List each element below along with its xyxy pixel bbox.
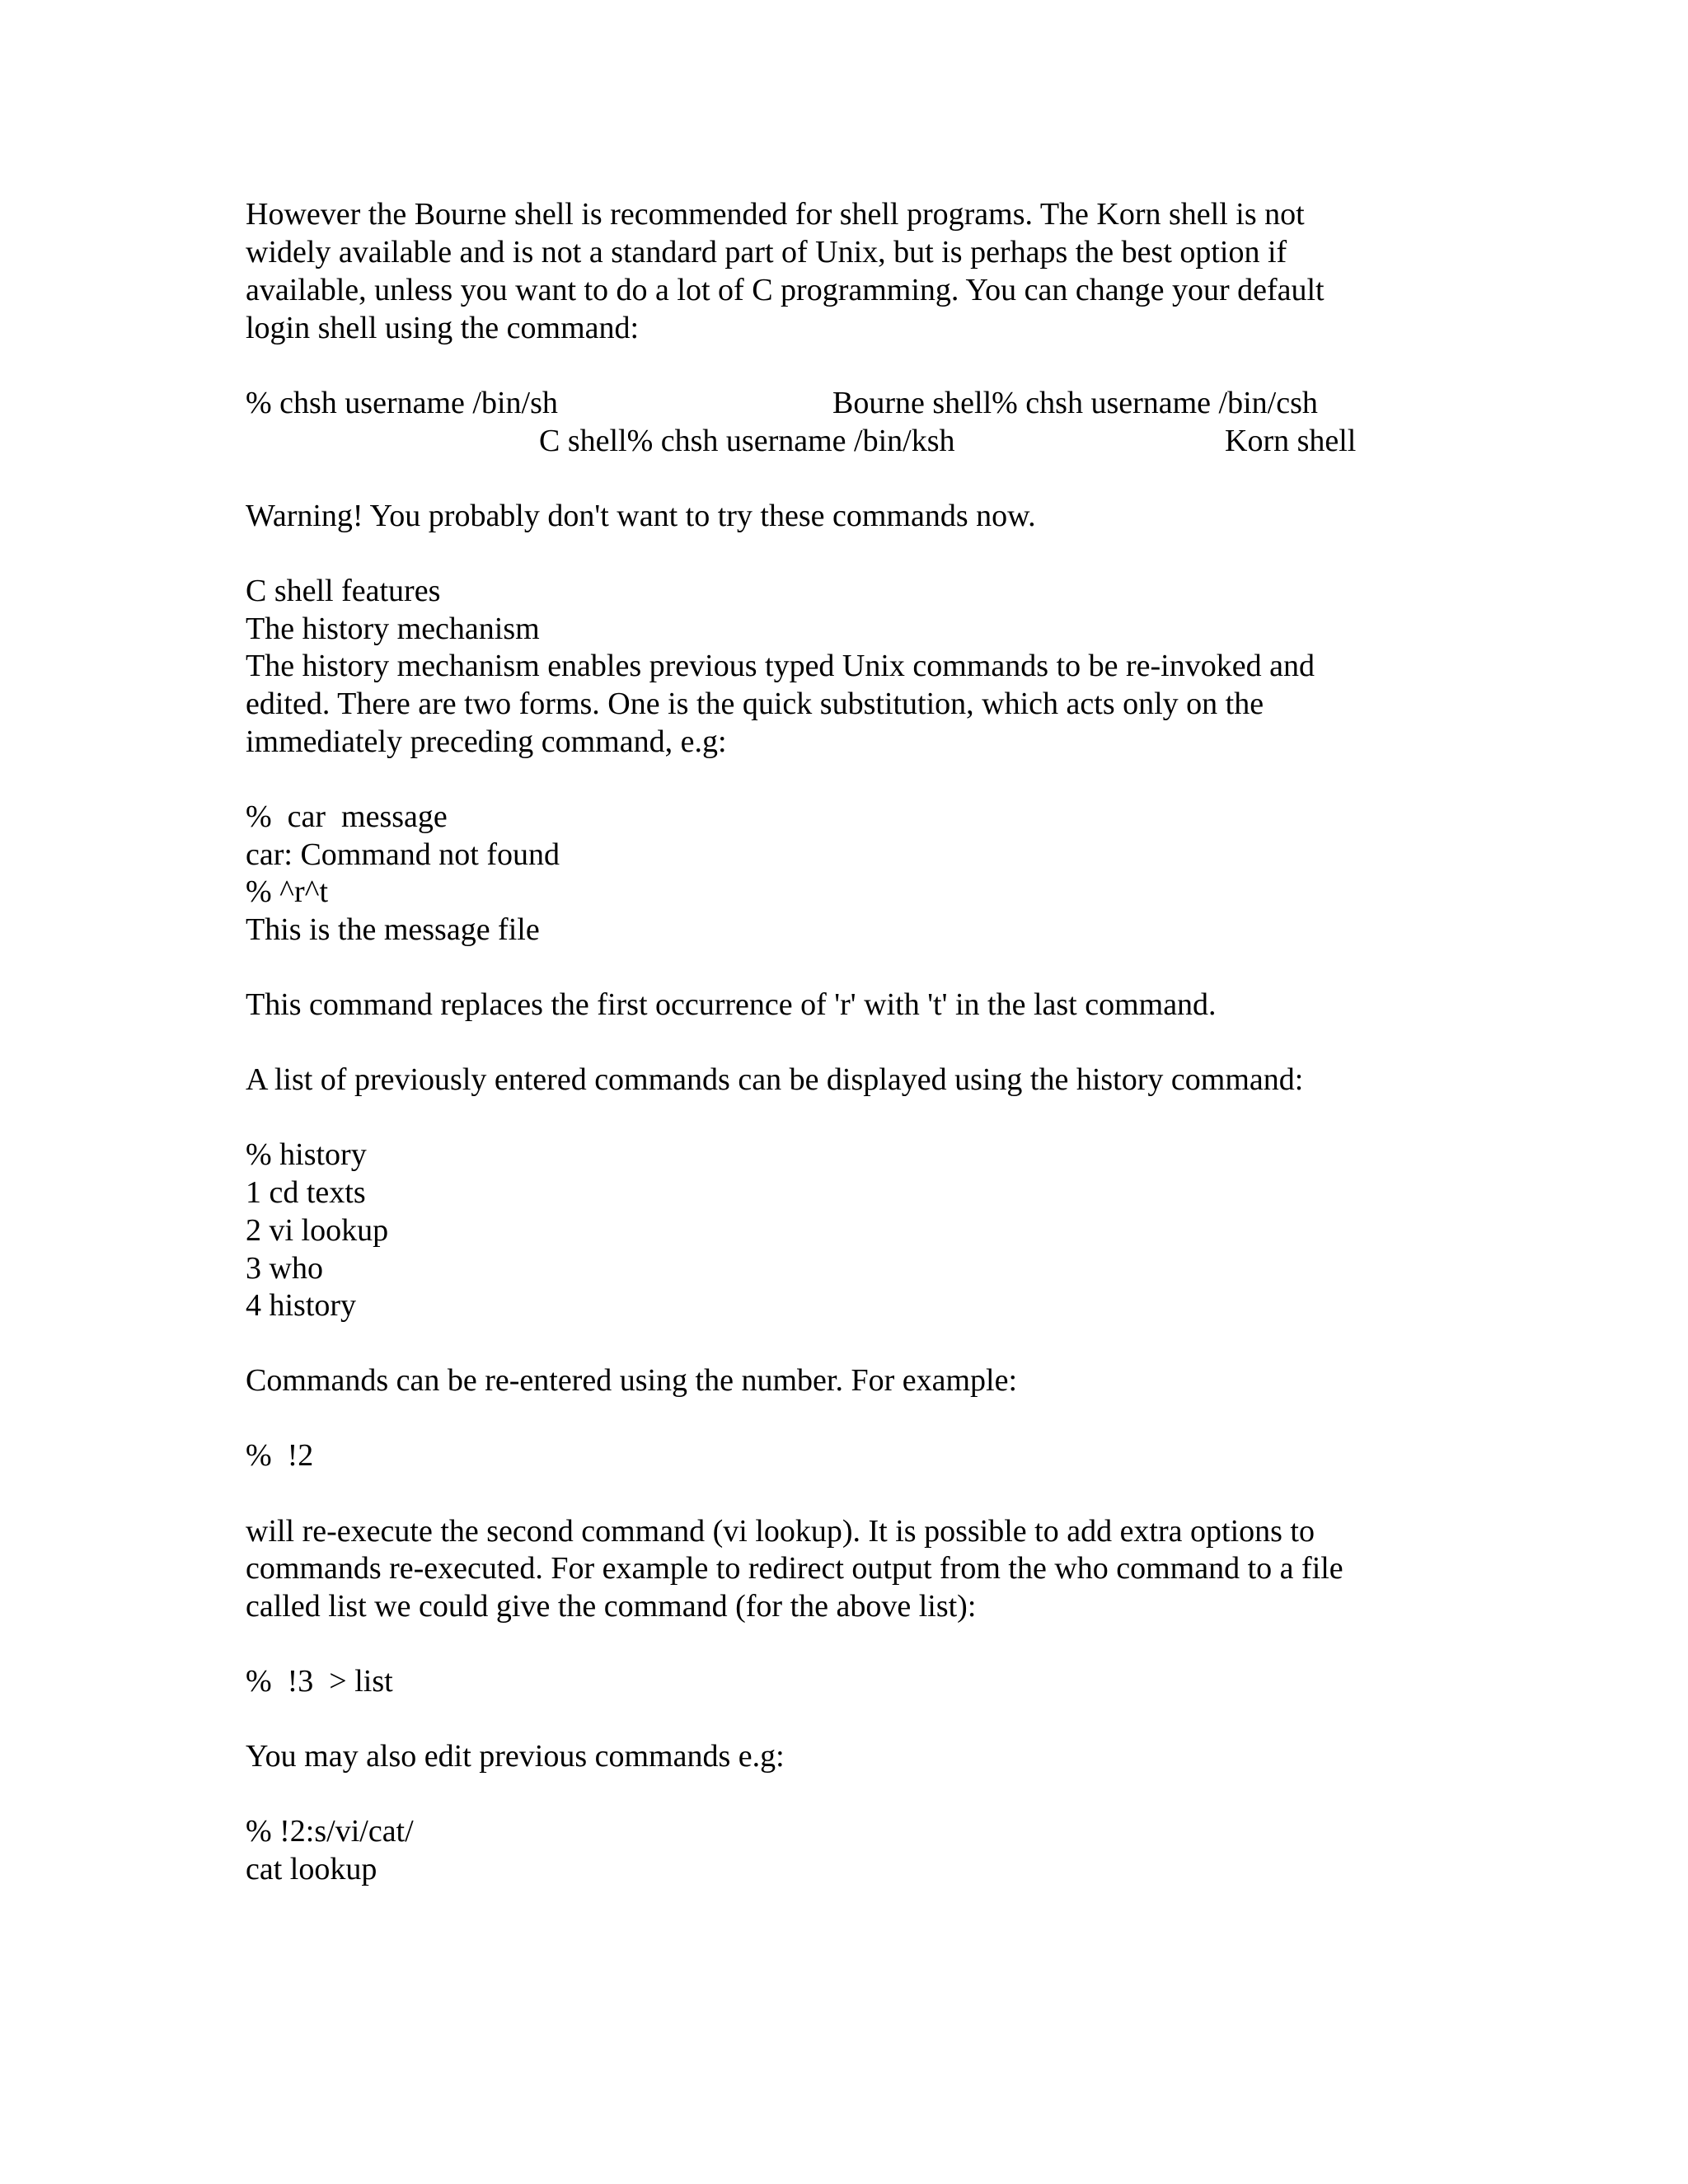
paragraph-line: This command replaces the first occurrence of 'r' with 't' in the last command.	[246, 987, 1217, 1022]
warning-text: Warning! You probably don't want to try these commands now.	[246, 499, 1036, 533]
paragraph-line: edited. There are two forms. One is the quick substitution, which acts only on the	[246, 687, 1264, 721]
code-line: 3 who	[246, 1251, 323, 1286]
code-line: % !3 > list	[246, 1664, 393, 1699]
code-line: cat lookup	[246, 1852, 377, 1886]
chsh-command-2: Bourne shell% chsh username /bin/csh	[832, 386, 1318, 420]
code-line: 2 vi lookup	[246, 1213, 389, 1248]
code-line: 1 cd texts	[246, 1175, 366, 1210]
paragraph-line: A list of previously entered commands can be displayed using the history command:	[246, 1062, 1304, 1097]
code-line: % ^r^t	[246, 874, 329, 909]
code-line: % !2:s/vi/cat/	[246, 1814, 414, 1849]
paragraph-line: login shell using the command:	[246, 311, 640, 345]
code-line: % history	[246, 1137, 367, 1172]
section-heading: C shell features	[246, 574, 441, 608]
paragraph-line: The history mechanism enables previous typed Unix commands to be re-invoked and	[246, 649, 1315, 683]
chsh-command-1: % chsh username /bin/sh	[246, 386, 558, 420]
paragraph-line: available, unless you want to do a lot of C programming. You can change your default	[246, 273, 1325, 307]
paragraph-line: commands re-executed. For example to redirect output from the who command to a file	[246, 1551, 1343, 1586]
chsh-label-korn: Korn shell	[1225, 424, 1357, 458]
paragraph-line: immediately preceding command, e.g:	[246, 724, 727, 759]
paragraph-line: widely available and is not a standard part of Unix, but is perhaps the best option if	[246, 235, 1287, 269]
chsh-command-3: C shell% chsh username /bin/ksh	[539, 424, 955, 458]
code-line: This is the message file	[246, 912, 540, 947]
code-line: % !2	[246, 1438, 314, 1473]
paragraph-line: called list we could give the command (for the above list):	[246, 1589, 977, 1624]
paragraph-line: You may also edit previous commands e.g:	[246, 1739, 785, 1774]
paragraph-line: However the Bourne shell is recommended for shell programs. The Korn shell is not	[246, 197, 1305, 232]
subsection-heading: The history mechanism	[246, 612, 540, 646]
paragraph-line: will re-execute the second command (vi lookup). It is possible to add extra options to	[246, 1514, 1315, 1549]
code-line: 4 history	[246, 1288, 357, 1323]
code-line: % car message	[246, 799, 448, 834]
paragraph-line: Commands can be re-entered using the number. For example:	[246, 1363, 1018, 1398]
code-line: car: Command not found	[246, 837, 560, 872]
